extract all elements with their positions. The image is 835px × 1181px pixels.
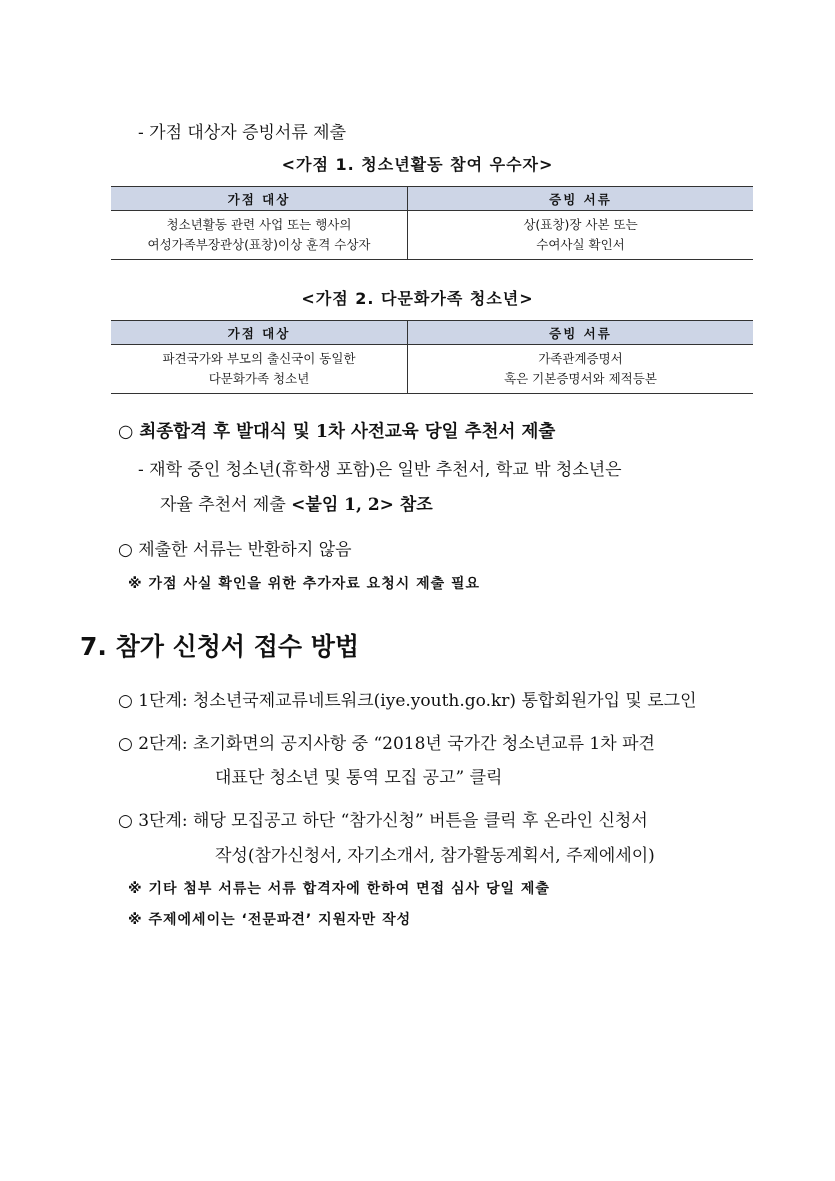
attachment-reference: <붙임 1, 2> 참조	[291, 495, 433, 515]
table2-target-cell	[111, 345, 408, 394]
table2-target-line-2: 다문화가족 청소년	[208, 371, 310, 386]
note-essay: ※ 주제에세이는 ‘전문파견’ 지원자만 작성	[128, 912, 412, 928]
step-1: ○ 1단계: 청소년국제교류네트워크(iye.youth.go.kr) 통합회원가입 및 로그인	[118, 691, 697, 711]
step-3-line-1: ○ 3단계: 해당 모집공고 하단 “참가신청” 버튼을 클릭 후 온라인 신청서	[118, 811, 648, 831]
table1-header-docs: 증빙 서류	[408, 187, 754, 211]
step-2-line-1: ○ 2단계: 초기화면의 공지사항 중 “2018년 국가간 청소년교류 1차 파견	[118, 734, 655, 754]
step-3-line-2: 작성(참가신청서, 자기소개서, 참가활동계획서, 주제에세이)	[215, 846, 655, 866]
section-7-title: 7. 참가 신청서 접수 방법	[80, 632, 360, 661]
table2-docs-line-2: 혹은 기본증명서와 제적등본	[504, 371, 657, 386]
table1	[111, 186, 753, 260]
bonus-docs-line: - 가점 대상자 증빙서류 제출	[138, 123, 347, 143]
table2-target-line-1: 파견국가와 부모의 출신국이 동일한	[162, 351, 356, 366]
recommendation-sub-line-1: - 재학 중인 청소년(휴학생 포함)은 일반 추천서, 학교 밖 청소년은	[138, 460, 622, 480]
recommendation-sub-text: 자율 추천서 제출	[160, 495, 292, 515]
table1-docs-line-2: 수여사실 확인서	[536, 237, 625, 252]
item-recommendation: ○ 최종합격 후 발대식 및 1차 사전교육 당일 추천서 제출	[118, 422, 556, 442]
table1-target-line-2: 여성가족부장관상(표창)이상 훈격 수상자	[147, 237, 371, 252]
table1-target-line-1: 청소년활동 관련 사업 또는 행사의	[166, 217, 352, 232]
table2-caption: <가점 2. 다문화가족 청소년>	[301, 289, 534, 308]
table2-docs-cell	[408, 345, 754, 394]
table1-docs-cell	[408, 211, 754, 260]
table2-header-docs: 증빙 서류	[408, 321, 754, 345]
table1-docs-line-1: 상(표창)장 사본 또는	[523, 217, 638, 232]
step-2-line-2: 대표단 청소년 및 통역 모집 공고” 클릭	[215, 768, 503, 788]
note-attachments: ※ 기타 첨부 서류는 서류 합격자에 한하여 면접 심사 당일 제출	[128, 881, 550, 897]
table1-header-target: 가점 대상	[111, 187, 408, 211]
table2	[111, 320, 753, 394]
table2-header-target: 가점 대상	[111, 321, 408, 345]
item-no-return: ○ 제출한 서류는 반환하지 않음	[118, 540, 352, 560]
note-extra-documents: ※ 가점 사실 확인을 위한 추가자료 요청시 제출 필요	[128, 576, 481, 592]
table1-caption: <가점 1. 청소년활동 참여 우수자>	[281, 155, 554, 174]
recommendation-sub-line-2	[160, 490, 433, 515]
table2-docs-line-1: 가족관계증명서	[538, 351, 623, 366]
table1-target-cell	[111, 211, 408, 260]
